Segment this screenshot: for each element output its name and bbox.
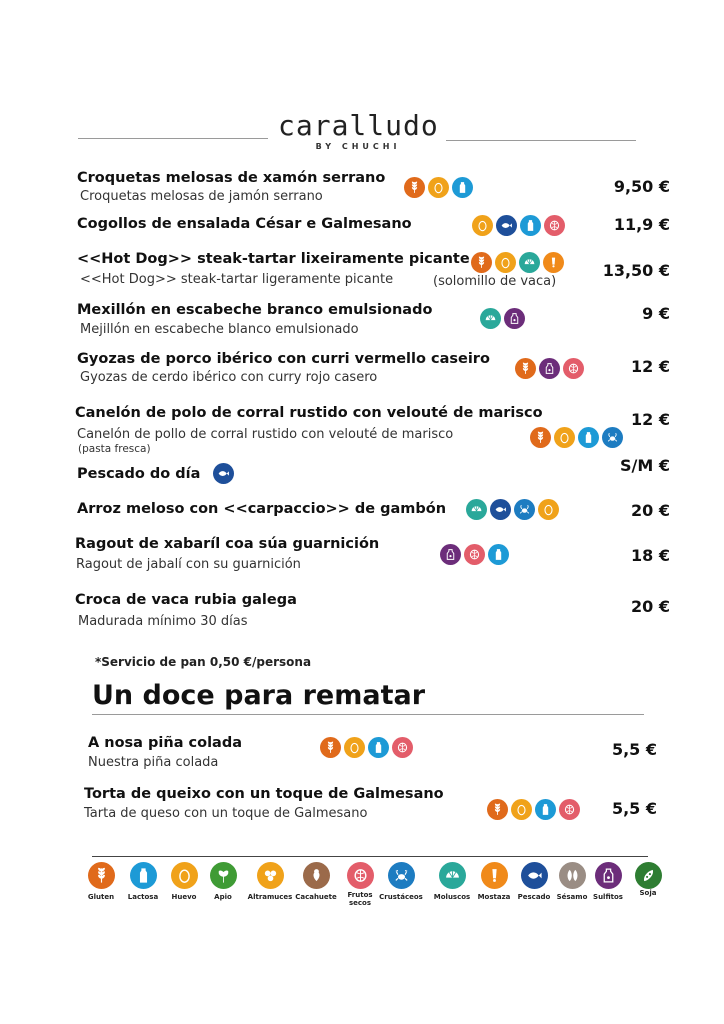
huevo-icon <box>428 177 449 198</box>
dish-price: S/M € <box>620 456 670 475</box>
legend-label: Pescado <box>517 893 551 901</box>
legend-crustaceos <box>378 862 424 901</box>
apio-icon <box>210 862 237 889</box>
crustaceos-icon <box>388 862 415 889</box>
dish-name: Croca de vaca rubia galega <box>75 592 297 608</box>
pescado-icon <box>521 862 548 889</box>
legend-soja <box>625 862 671 897</box>
legend-rule <box>92 856 648 857</box>
allergen-icons <box>213 463 234 484</box>
legend-lactosa <box>120 862 166 901</box>
dessert-rule <box>92 714 644 715</box>
dish-note: (solomillo de vaca) <box>433 274 557 289</box>
moluscos-icon <box>466 499 487 520</box>
frutos-secos-icon <box>464 544 485 565</box>
cacahuete-icon <box>303 862 330 889</box>
huevo-icon <box>511 799 532 820</box>
lactosa-icon <box>488 544 509 565</box>
dish-name: Mexillón en escabeche branco emulsionado <box>77 302 433 318</box>
allergen-icons <box>471 252 564 273</box>
dish-price: 12 € <box>631 410 670 429</box>
frutos-secos-icon <box>392 737 413 758</box>
huevo-icon <box>495 252 516 273</box>
dish-name: A nosa piña colada <box>88 735 242 751</box>
huevo-icon <box>538 499 559 520</box>
lactosa-icon <box>578 427 599 448</box>
legend-label: Apio <box>214 893 232 901</box>
legend-label: Altramuces <box>247 893 293 901</box>
lactosa-icon <box>130 862 157 889</box>
dish-price: 5,5 € <box>611 740 657 759</box>
allergen-icons <box>515 358 584 379</box>
allergen-icons <box>530 427 623 448</box>
dish-subtitle: <<Hot Dog>> steak-tartar ligeramente picante <box>80 272 394 287</box>
gluten-icon <box>515 358 536 379</box>
dish-name: Pescado do día <box>77 466 201 482</box>
legend-gluten <box>78 862 124 901</box>
frutos-secos-icon <box>347 862 374 889</box>
dish-price: 12 € <box>631 357 670 376</box>
huevo-icon <box>171 862 198 889</box>
altramuces-icon <box>257 862 284 889</box>
sulfitos-icon <box>440 544 461 565</box>
header-rule-right <box>446 140 636 141</box>
dish-subtitle: Mejillón en escabeche blanco emulsionado <box>80 322 359 337</box>
legend-label: Soja <box>639 889 657 897</box>
allergen-icons <box>404 177 473 198</box>
crustaceos-icon <box>514 499 535 520</box>
mostaza-icon <box>543 252 564 273</box>
sulfitos-icon <box>595 862 622 889</box>
gluten-icon <box>320 737 341 758</box>
logo-main: caralludo <box>278 109 439 142</box>
dish-subtitle: Nuestra piña colada <box>88 755 219 770</box>
legend-altramuces <box>247 862 293 901</box>
huevo-icon <box>554 427 575 448</box>
dish-price: 9 € <box>642 304 670 323</box>
allergen-icons <box>472 215 565 236</box>
legend-frutos-secos <box>337 862 383 907</box>
frutos-secos-icon <box>563 358 584 379</box>
dish-price: 20 € <box>631 501 670 520</box>
dessert-heading: Un doce para rematar <box>92 680 426 711</box>
soja-icon <box>635 862 662 889</box>
dish-subtitle: Gyozas de cerdo ibérico con curry rojo casero <box>80 370 378 385</box>
legend-apio <box>200 862 246 901</box>
gluten-icon <box>471 252 492 273</box>
logo <box>278 109 439 151</box>
legend-label: Sulfitos <box>593 893 623 901</box>
dish-price: 9,50 € <box>613 177 670 196</box>
dish-subtitle: Canelón de pollo de corral rustido con velouté de marisco <box>77 427 454 442</box>
lactosa-icon <box>368 737 389 758</box>
legend-label: Gluten <box>87 893 115 901</box>
legend-label: Lactosa <box>127 893 159 901</box>
dish-price: 13,50 € <box>602 261 670 280</box>
dish-price: 11,9 € <box>613 215 670 234</box>
sesamo-icon <box>559 862 586 889</box>
sulfitos-icon <box>504 308 525 329</box>
dish-price: 5,5 € <box>611 799 657 818</box>
lactosa-icon <box>452 177 473 198</box>
legend-moluscos <box>429 862 475 901</box>
dish-subtitle: Ragout de jabalí con su guarnición <box>76 557 301 572</box>
allergen-icons <box>487 799 580 820</box>
allergen-icons <box>466 499 559 520</box>
moluscos-icon <box>439 862 466 889</box>
dish-name: Croquetas melosas de xamón serrano <box>77 170 386 186</box>
dish-price: 18 € <box>631 546 670 565</box>
sulfitos-icon <box>539 358 560 379</box>
allergen-icons <box>480 308 525 329</box>
frutos-secos-icon <box>544 215 565 236</box>
dish-name: Ragout de xabaríl coa súa guarnición <box>75 536 380 552</box>
gluten-icon <box>404 177 425 198</box>
bread-note: *Servicio de pan 0,50 €/persona <box>95 655 312 669</box>
gluten-icon <box>530 427 551 448</box>
legend-label: Huevo <box>171 893 197 901</box>
gluten-icon <box>487 799 508 820</box>
lactosa-icon <box>520 215 541 236</box>
legend-label: Frutos secos <box>347 891 373 907</box>
gluten-icon <box>88 862 115 889</box>
dish-subtitle: Croquetas melosas de jamón serrano <box>80 189 323 204</box>
legend-label: Mostaza <box>477 893 511 901</box>
huevo-icon <box>472 215 493 236</box>
moluscos-icon <box>519 252 540 273</box>
crustaceos-icon <box>602 427 623 448</box>
frutos-secos-icon <box>559 799 580 820</box>
dish-name: <<Hot Dog>> steak-tartar lixeiramente picante <box>77 251 470 267</box>
dish-name: Arroz meloso con <<carpaccio>> de gambón <box>77 501 447 517</box>
moluscos-icon <box>480 308 501 329</box>
pescado-icon <box>496 215 517 236</box>
legend-label: Sésamo <box>556 893 588 901</box>
legend-label: Crustáceos <box>379 893 423 901</box>
allergen-icons <box>320 737 413 758</box>
allergen-icons <box>440 544 509 565</box>
legend-label: Moluscos <box>433 893 471 901</box>
dish-name: Cogollos de ensalada César e Galmesano <box>77 216 412 232</box>
dish-subtitle: Tarta de queso con un toque de Galmesano <box>84 806 368 821</box>
mostaza-icon <box>481 862 508 889</box>
dish-subtitle: Madurada mínimo 30 días <box>78 614 248 629</box>
legend-label: Cacahuete <box>295 893 337 901</box>
dish-price: 20 € <box>631 597 670 616</box>
lactosa-icon <box>535 799 556 820</box>
dish-note: (pasta fresca) <box>78 443 151 455</box>
dish-name: Gyozas de porco ibérico con curri vermello caseiro <box>77 351 490 367</box>
pescado-icon <box>490 499 511 520</box>
header-rule-left <box>78 138 268 139</box>
pescado-icon <box>213 463 234 484</box>
dish-name: Torta de queixo con un toque de Galmesano <box>84 786 444 802</box>
dish-name: Canelón de polo de corral rustido con velouté de marisco <box>75 405 543 421</box>
legend-cacahuete <box>293 862 339 901</box>
huevo-icon <box>344 737 365 758</box>
logo-sub: BY CHUCHI <box>315 142 401 151</box>
